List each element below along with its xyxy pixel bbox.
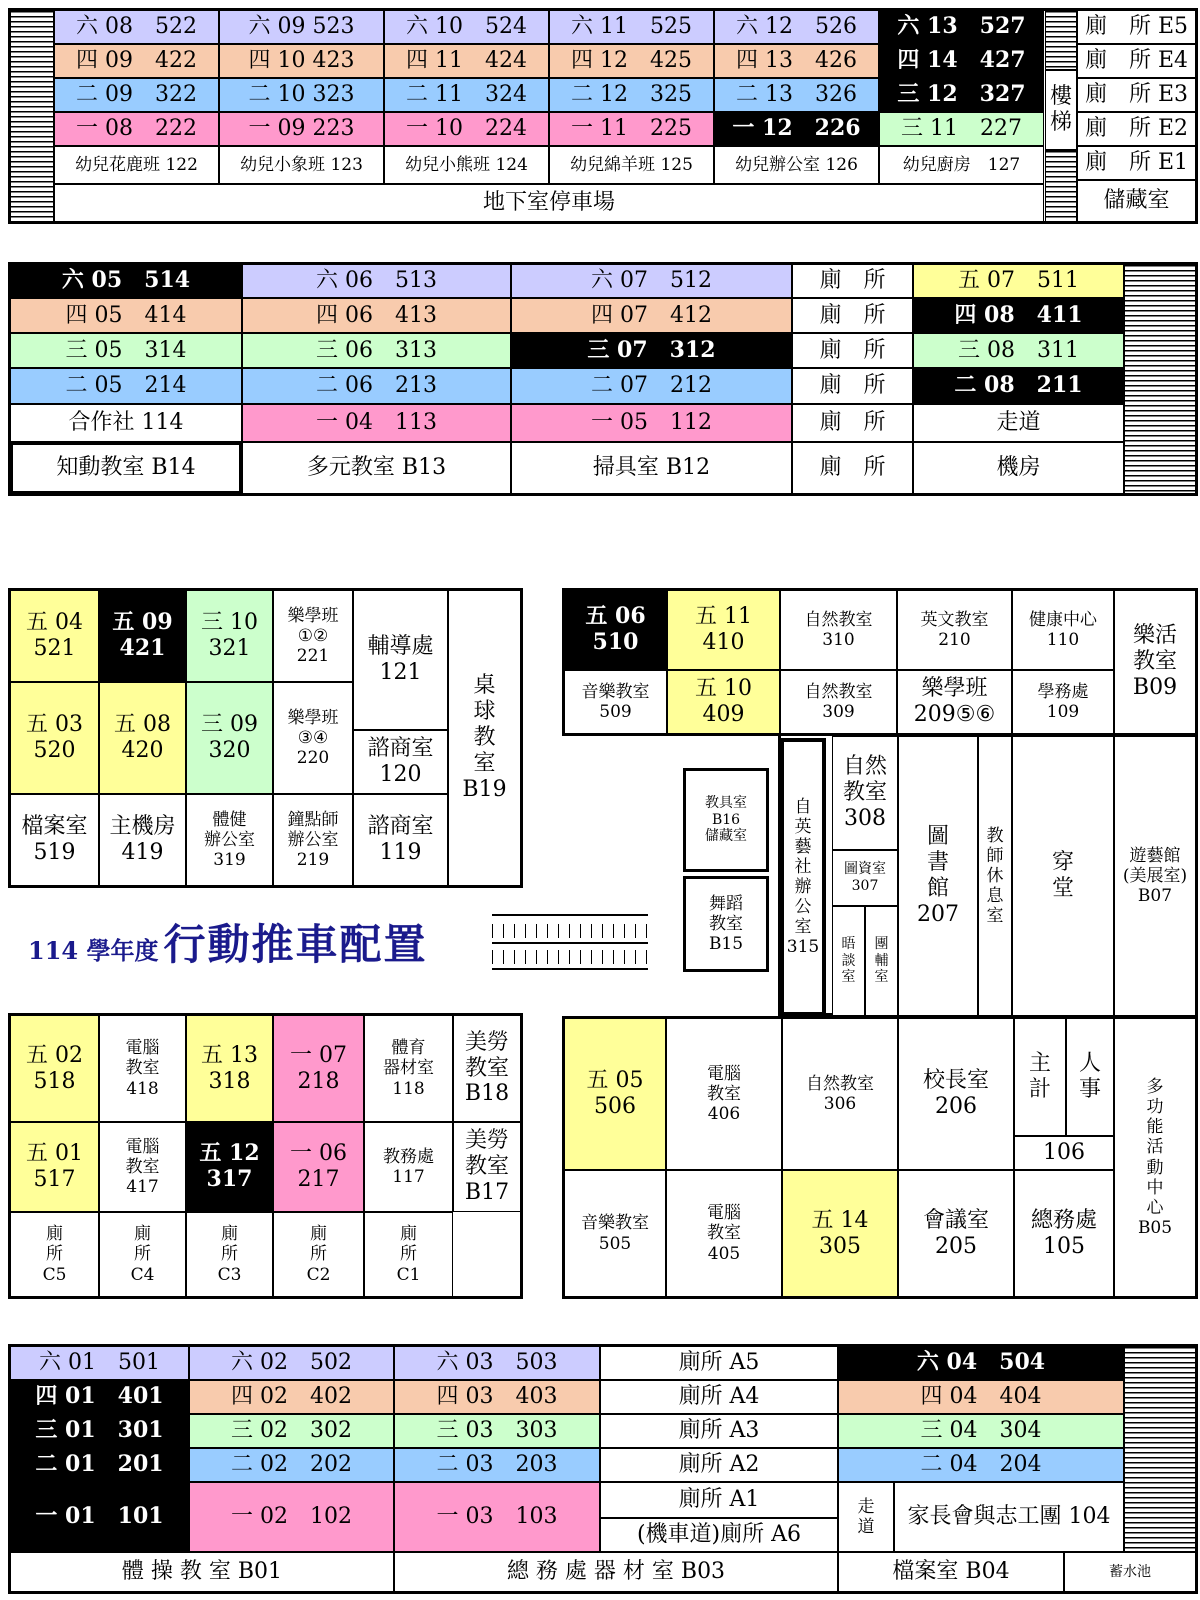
room-cell: 總 務 處 器 材 室 B03 <box>394 1552 838 1592</box>
classroom-cell: 三 06 313 <box>242 333 511 368</box>
toilet-cell: 廁 所 C5 <box>10 1212 99 1297</box>
room-b14: 知動教室 B14 <box>10 442 242 494</box>
classroom-cell: 四 03 403 <box>394 1380 600 1414</box>
classroom-cell: 幼兒小熊班 124 <box>384 146 549 184</box>
toilet-cell: 廁 所 E5 <box>1077 10 1196 44</box>
room-cell: 團 輔 室 <box>865 906 898 1016</box>
stairs-icon <box>1124 264 1196 494</box>
classroom-cell: 四 05 414 <box>10 298 242 333</box>
stairs-icon <box>1045 150 1077 222</box>
room-cell: 五 11 410 <box>667 590 780 670</box>
classroom-cell: 六 06 513 <box>242 264 511 298</box>
classroom-cell: 四 01 401 <box>10 1380 189 1414</box>
room-cell: 樂活 教室 B09 <box>1114 590 1196 734</box>
toilet-cell: 廁 所 C4 <box>99 1212 186 1297</box>
classroom-cell: 五 07 511 <box>913 264 1124 298</box>
classroom-cell: 幼兒花鹿班 122 <box>54 146 219 184</box>
classroom-cell: 一 10 224 <box>384 112 549 146</box>
classroom-cell: 二 08 211 <box>913 368 1124 404</box>
room-number: 106 <box>1014 1136 1114 1170</box>
classroom-cell: 合作社 114 <box>10 404 242 442</box>
classroom-cell: 三 03 303 <box>394 1414 600 1448</box>
room-cell: 體 操 教 室 B01 <box>10 1552 394 1592</box>
room-b15: 舞蹈 教室 B15 <box>683 876 769 972</box>
classroom-cell: 六 05 514 <box>10 264 242 298</box>
classroom-cell: 三 11 227 <box>879 112 1044 146</box>
classroom-cell: 六 02 502 <box>189 1346 394 1380</box>
classroom-cell: 二 10 323 <box>219 78 384 112</box>
classroom-cell: 三 05 314 <box>10 333 242 368</box>
classroom-cell: 三 07 312 <box>511 333 792 368</box>
stairs-label: 樓 梯 <box>1045 70 1077 150</box>
classroom-cell: 六 07 512 <box>511 264 792 298</box>
classroom-cell: 一 12 226 <box>714 112 879 146</box>
classroom-cell: 多元教室 B13 <box>242 442 511 494</box>
classroom-cell: 六 01 501 <box>10 1346 189 1380</box>
classroom-cell: 四 08 411 <box>913 298 1124 333</box>
room-cell: 體育 器材室 118 <box>364 1015 453 1122</box>
room-cell: 健康中心 110 <box>1012 590 1114 670</box>
room-cell: 自然 教室 308 <box>832 736 898 850</box>
classroom-cell: 走道 <box>913 404 1124 442</box>
classroom-cell: 三 12 327 <box>879 78 1044 112</box>
classroom-cell: 廁所 A2 <box>600 1448 838 1482</box>
room-cell: 五 06 510 <box>564 590 667 670</box>
room-cell: 電腦 教室 406 <box>666 1018 782 1170</box>
club-office-315: 自 英 藝 社 辦 公 室 315 <box>780 738 826 1016</box>
room-cell: 電腦 教室 417 <box>99 1122 186 1212</box>
classroom-cell: 六 08 522 <box>54 10 219 44</box>
room-cell: 教務處 117 <box>364 1122 453 1212</box>
classroom-cell: 一 03 103 <box>394 1482 600 1552</box>
map-title-year: 114 學年度 <box>28 936 159 965</box>
classroom-cell: 二 03 203 <box>394 1448 600 1482</box>
room-cell: 五 01 517 <box>10 1122 99 1212</box>
classroom-cell: 一 08 222 <box>54 112 219 146</box>
classroom-cell: 一 01 101 <box>10 1482 189 1552</box>
classroom-cell: 幼兒小象班 123 <box>219 146 384 184</box>
classroom-cell: 二 04 204 <box>838 1448 1124 1482</box>
classroom-cell: 廁 所 <box>792 404 913 442</box>
room-cell: 五 04 521 <box>10 590 99 682</box>
classroom-cell: 幼兒綿羊班 125 <box>549 146 714 184</box>
classroom-cell: 二 02 202 <box>189 1448 394 1482</box>
room-cell: 三 10 321 <box>186 590 273 682</box>
room-cell: 電腦 教室 405 <box>666 1170 782 1297</box>
toilet-cell: 廁 所 E2 <box>1077 112 1196 146</box>
map-title-main: 行動推車配置 <box>163 920 428 969</box>
room-cell: 音樂教室 509 <box>564 670 667 734</box>
room-cell: 英文教室 210 <box>897 590 1012 670</box>
room-cell: 五 13 318 <box>186 1015 273 1122</box>
classroom-cell: 幼兒廚房 127 <box>879 146 1044 184</box>
room-b16: 教具室 B16 儲藏室 <box>683 768 769 872</box>
room-cell: 三 09 320 <box>186 682 273 794</box>
room-cell: 鐘點師 辦公室 219 <box>273 794 353 886</box>
walkway: 走 道 <box>838 1482 894 1552</box>
room-cell: 一 07 218 <box>273 1015 364 1122</box>
parking-label: 地下室停車場 <box>54 184 1044 222</box>
classroom-cell: 四 06 413 <box>242 298 511 333</box>
classroom-cell: 六 04 504 <box>838 1346 1124 1380</box>
classroom-cell: 四 07 412 <box>511 298 792 333</box>
room-cell: 學務處 109 <box>1012 670 1114 734</box>
classroom-cell: 三 02 302 <box>189 1414 394 1448</box>
room-cell: 美勞 教室 B17 <box>453 1122 521 1212</box>
hallway: 穿 堂 <box>1012 736 1114 1016</box>
classroom-cell: 二 11 324 <box>384 78 549 112</box>
principal-office: 校長室 206 <box>898 1018 1014 1170</box>
room-cell: 五 08 420 <box>99 682 186 794</box>
map-title <box>28 912 428 972</box>
room-cell: 五 03 520 <box>10 682 99 794</box>
room-cell: 體健 辦公室 319 <box>186 794 273 886</box>
teacher-lounge: 教 師 休 息 室 <box>978 736 1012 1016</box>
classroom-cell: 六 11 525 <box>549 10 714 44</box>
room-cell: 樂學班 209⑤⑥ <box>897 670 1012 734</box>
classroom-cell: 二 07 212 <box>511 368 792 404</box>
room-cell: 音樂教室 505 <box>564 1170 666 1297</box>
room-cell: 一 06 217 <box>273 1122 364 1212</box>
classroom-cell: 四 14 427 <box>879 44 1044 78</box>
room-cell: 自然教室 309 <box>780 670 897 734</box>
classroom-cell: 二 06 213 <box>242 368 511 404</box>
toilet-cell: 廁 所 E4 <box>1077 44 1196 78</box>
classroom-cell: 廁 所 <box>792 442 913 494</box>
room-cell: 五 10 409 <box>667 670 780 734</box>
room-cell: 家長會與志工團 104 <box>894 1482 1124 1552</box>
library: 圖 書 館 207 <box>898 736 978 1016</box>
classroom-cell: 六 12 526 <box>714 10 879 44</box>
classroom-cell: 三 08 311 <box>913 333 1124 368</box>
classroom-cell: 一 11 225 <box>549 112 714 146</box>
classroom-cell: 廁 所 <box>792 298 913 333</box>
room-cell: 樂學班 ③④ 220 <box>273 682 353 794</box>
room-cell: 主 計 <box>1014 1018 1066 1136</box>
room-cell: 圖資室 307 <box>832 850 898 906</box>
stairs-icon <box>1124 1346 1196 1552</box>
classroom-cell: 三 01 301 <box>10 1414 189 1448</box>
room-cell: 五 09 421 <box>99 590 186 682</box>
room-cell: 檔案室 B04 <box>838 1552 1064 1592</box>
classroom-cell: 廁所 A5 <box>600 1346 838 1380</box>
classroom-cell: 廁 所 <box>792 264 913 298</box>
room-cell: 五 05 506 <box>564 1018 666 1170</box>
classroom-cell: 廁所 A4 <box>600 1380 838 1414</box>
classroom-cell: 四 11 424 <box>384 44 549 78</box>
classroom-cell: 機房 <box>913 442 1124 494</box>
classroom-cell: 四 02 402 <box>189 1380 394 1414</box>
classroom-cell: 一 09 223 <box>219 112 384 146</box>
room-cell: 檔案室 519 <box>10 794 99 886</box>
toilet-cell: 廁 所 C2 <box>273 1212 364 1297</box>
room-cell: 五 12 317 <box>186 1122 273 1212</box>
room-cell: 晤 談 室 <box>832 906 865 1016</box>
room-cell: 諮商室 120 <box>353 730 448 794</box>
room-cell: 自然教室 310 <box>780 590 897 670</box>
table-tennis-room: 桌 球 教 室 B19 <box>448 590 521 886</box>
classroom-cell: 六 03 503 <box>394 1346 600 1380</box>
toilet-cell: (機車道)廁所 A6 <box>600 1518 838 1552</box>
toilet-cell: 廁 所 E3 <box>1077 78 1196 112</box>
room-cell: 總務處 105 <box>1014 1170 1114 1297</box>
classroom-cell: 一 02 102 <box>189 1482 394 1552</box>
room-cell: 諮商室 119 <box>353 794 448 886</box>
classroom-cell: 四 10 423 <box>219 44 384 78</box>
room-cell: 人 事 <box>1066 1018 1114 1136</box>
classroom-cell: 二 13 326 <box>714 78 879 112</box>
storage-room: 儲藏室 <box>1077 180 1196 222</box>
toilet-cell: 廁 所 C1 <box>364 1212 453 1297</box>
room-cell: 美勞 教室 B18 <box>453 1015 521 1122</box>
room-cell: 會議室 205 <box>898 1170 1014 1297</box>
room-cell: 電腦 教室 418 <box>99 1015 186 1122</box>
classroom-cell: 三 04 304 <box>838 1414 1124 1448</box>
room-cell: 遊藝館 (美展室) B07 <box>1114 736 1196 1016</box>
room-cell: 主機房 419 <box>99 794 186 886</box>
room-cell: 五 14 305 <box>782 1170 898 1297</box>
toilet-cell: 廁 所 E1 <box>1077 146 1196 180</box>
classroom-cell: 掃具室 B12 <box>511 442 792 494</box>
classroom-cell: 廁所 A3 <box>600 1414 838 1448</box>
classroom-cell: 一 05 112 <box>511 404 792 442</box>
classroom-cell: 四 12 425 <box>549 44 714 78</box>
toilet-cell: 廁所 A1 <box>600 1482 838 1518</box>
classroom-cell: 六 13 527 <box>879 10 1044 44</box>
room-cell: 多 功 能 活 動 中 心 B05 <box>1114 1018 1196 1297</box>
classroom-cell: 二 09 322 <box>54 78 219 112</box>
classroom-cell: 二 12 325 <box>549 78 714 112</box>
reservoir: 蓄水池 <box>1064 1552 1196 1592</box>
classroom-cell: 一 04 113 <box>242 404 511 442</box>
room-cell: 輔導處 121 <box>353 590 448 730</box>
room-cell: 自然教室 306 <box>782 1018 898 1170</box>
classroom-cell: 六 10 524 <box>384 10 549 44</box>
classroom-cell: 四 04 404 <box>838 1380 1124 1414</box>
classroom-cell: 二 01 201 <box>10 1448 189 1482</box>
toilet-cell: 廁 所 C3 <box>186 1212 273 1297</box>
classroom-cell: 四 09 422 <box>54 44 219 78</box>
room-cell: 五 02 518 <box>10 1015 99 1122</box>
stairs-icon <box>10 10 54 222</box>
classroom-cell: 二 05 214 <box>10 368 242 404</box>
classroom-cell: 廁 所 <box>792 368 913 404</box>
cart-symbol-icon <box>492 914 648 970</box>
classroom-cell: 幼兒辦公室 126 <box>714 146 879 184</box>
classroom-cell: 四 13 426 <box>714 44 879 78</box>
room-cell: 樂學班 ①② 221 <box>273 590 353 682</box>
classroom-cell: 六 09 523 <box>219 10 384 44</box>
stairs-icon <box>1045 10 1077 70</box>
classroom-cell: 廁 所 <box>792 333 913 368</box>
